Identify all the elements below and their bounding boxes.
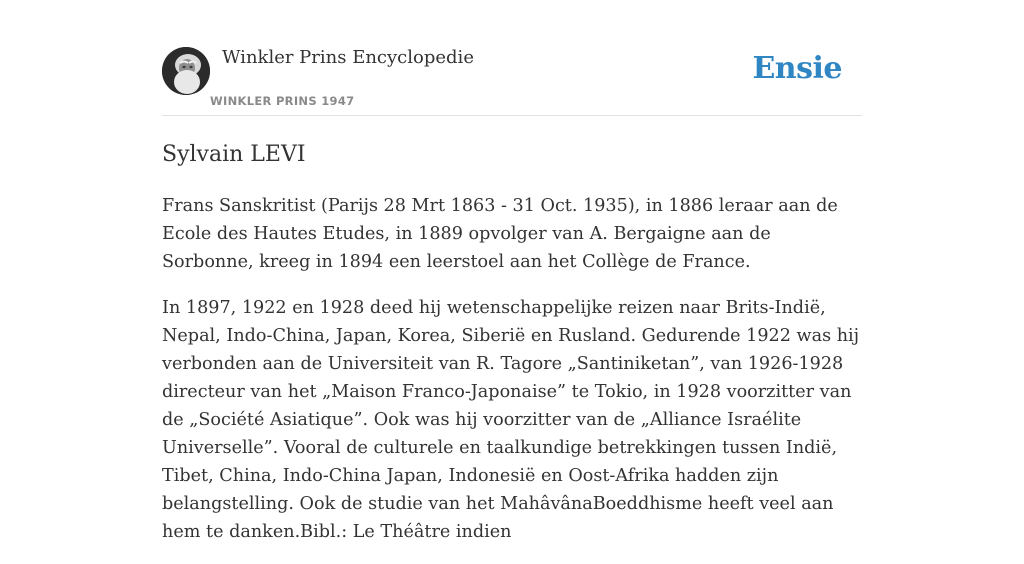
source-avatar[interactable] — [162, 47, 210, 95]
brand-logo[interactable]: Ensie — [752, 51, 842, 86]
article-paragraph: In 1897, 1922 en 1928 deed hij wetenschappelijke reizen naar Brits-Indië, Nepal, Indo-China, Japan, Korea, Siberië en Rusland. Gedurende 1922 was hij verbonden aan de Universiteit van R. Tagore „Santiniketan”, van 1926-1928 directeur van het „Maison Franco-Japonaise” te Tokio, in 1928 voorzitter van de „Société Asiatique”. Ook was hij voorzitter van de „Alliance Israélite Universelle”. Vooral de culturele en taalkundige betrekkingen tussen Indië, Tibet, China, Indo-China Japan, Indonesië en Oost-Afrika hadden zijn belangstelling. Ook de studie van het MahâvânaBoeddhisme heeft veel aan hem te danken.Bibl.: Le Théâtre indien — [162, 298, 860, 542]
source-subtitle: WINKLER PRINS 1947 — [210, 94, 355, 108]
source-header — [162, 0, 862, 116]
page — [162, 0, 862, 564]
article-paragraph: Frans Sanskritist (Parijs 28 Mrt 1863 - 31 Oct. 1935), in 1886 leraar aan de Ecole des Hautes Etudes, in 1889 opvolger van A. Bergaigne aan de Sorbonne, kreeg in 1894 een leerstoel aan het Collège de France. — [162, 196, 838, 272]
source-title[interactable]: Winkler Prins Encyclopedie — [222, 47, 474, 68]
article-title: Sylvain LEVI — [162, 142, 306, 167]
bearded-man-portrait-icon — [162, 47, 210, 95]
article-body — [162, 192, 862, 546]
